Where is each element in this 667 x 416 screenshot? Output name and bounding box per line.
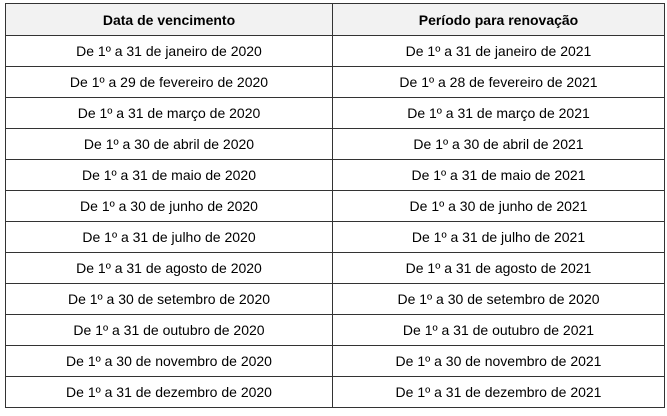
- table-row: [6, 191, 665, 222]
- table-header: [6, 4, 665, 36]
- renewal-period-cell: De 1º a 31 de outubro de 2021: [333, 315, 665, 346]
- header-due-date: Data de vencimento: [6, 4, 333, 36]
- table-row: [6, 98, 665, 129]
- due-date-cell: De 1º a 31 de maio de 2020: [6, 160, 333, 191]
- due-date-cell: De 1º a 30 de junho de 2020: [6, 191, 333, 222]
- table-row: [6, 253, 665, 284]
- renewal-table: [5, 3, 665, 408]
- due-date-cell: De 1º a 30 de setembro de 2020: [6, 284, 333, 315]
- renewal-period-cell: De 1º a 31 de janeiro de 2021: [333, 36, 665, 67]
- table-row: [6, 377, 665, 408]
- table-row: [6, 129, 665, 160]
- due-date-cell: De 1º a 30 de abril de 2020: [6, 129, 333, 160]
- renewal-period-cell: De 1º a 30 de novembro de 2021: [333, 346, 665, 377]
- renewal-period-cell: De 1º a 30 de setembro de 2020: [333, 284, 665, 315]
- renewal-table-container: [5, 3, 664, 408]
- renewal-period-cell: De 1º a 31 de dezembro de 2021: [333, 377, 665, 408]
- due-date-cell: De 1º a 30 de novembro de 2020: [6, 346, 333, 377]
- renewal-period-cell: De 1º a 28 de fevereiro de 2021: [333, 67, 665, 98]
- table-row: [6, 284, 665, 315]
- due-date-cell: De 1º a 31 de dezembro de 2020: [6, 377, 333, 408]
- table-row: [6, 315, 665, 346]
- renewal-period-cell: De 1º a 31 de março de 2021: [333, 98, 665, 129]
- table-row: [6, 160, 665, 191]
- header-renewal-period: Período para renovação: [333, 4, 665, 36]
- due-date-cell: De 1º a 31 de outubro de 2020: [6, 315, 333, 346]
- renewal-period-cell: De 1º a 31 de agosto de 2021: [333, 253, 665, 284]
- table-row: [6, 346, 665, 377]
- table-body: [6, 36, 665, 408]
- renewal-period-cell: De 1º a 31 de julho de 2021: [333, 222, 665, 253]
- due-date-cell: De 1º a 31 de janeiro de 2020: [6, 36, 333, 67]
- due-date-cell: De 1º a 31 de agosto de 2020: [6, 253, 333, 284]
- header-row: [6, 4, 665, 36]
- due-date-cell: De 1º a 31 de março de 2020: [6, 98, 333, 129]
- table-row: [6, 67, 665, 98]
- table-row: [6, 36, 665, 67]
- table-row: [6, 222, 665, 253]
- due-date-cell: De 1º a 31 de julho de 2020: [6, 222, 333, 253]
- renewal-period-cell: De 1º a 31 de maio de 2021: [333, 160, 665, 191]
- renewal-period-cell: De 1º a 30 de junho de 2021: [333, 191, 665, 222]
- renewal-period-cell: De 1º a 30 de abril de 2021: [333, 129, 665, 160]
- due-date-cell: De 1º a 29 de fevereiro de 2020: [6, 67, 333, 98]
